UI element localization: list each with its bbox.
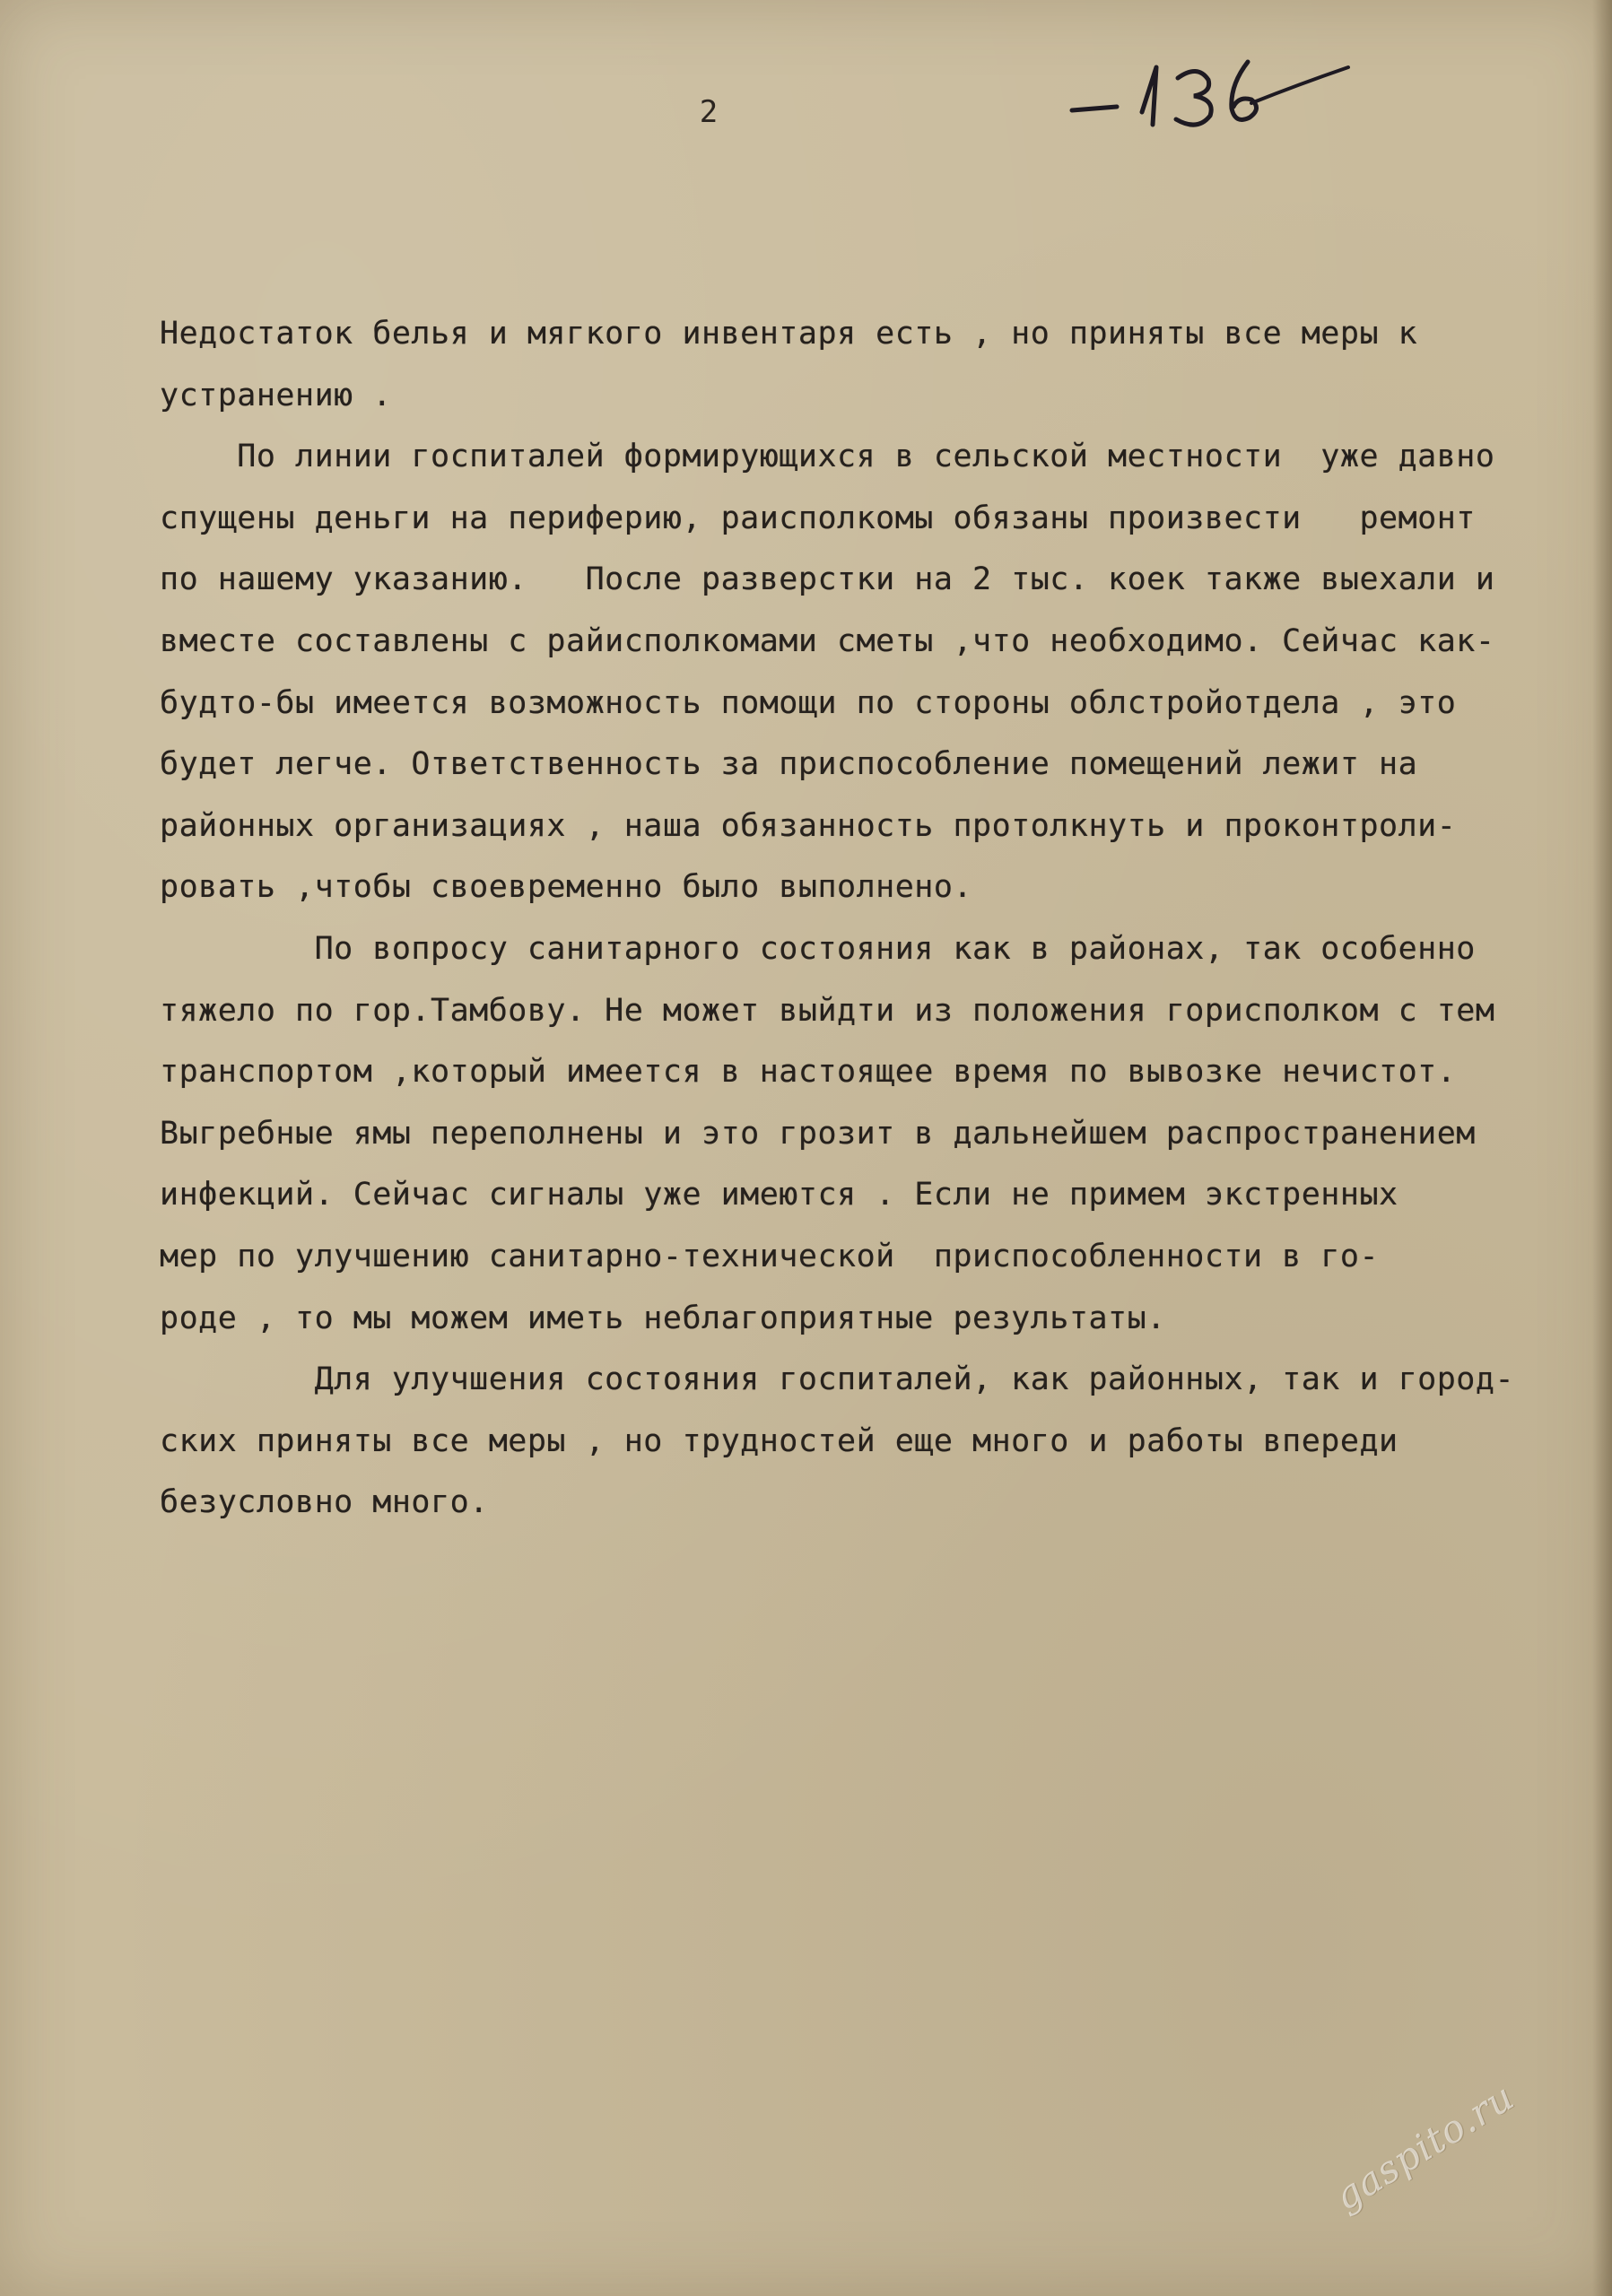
paragraph — [160, 1349, 1577, 1534]
document-body — [160, 303, 1577, 1534]
text-line: По вопросу санитарного состояния как в районах, так особенно — [160, 930, 1476, 967]
handwritten-folio-number — [1063, 49, 1359, 148]
text-line: Недостаток белья и мягкого инвентаря есть , но приняты все меры к — [160, 316, 1418, 352]
text-line: роде , то мы можем иметь неблагоприятные результаты. — [160, 1300, 1166, 1336]
text-line: инфекций. Сейчас сигналы уже имеются . Если не примем экстренных — [160, 1177, 1399, 1213]
text-line: устранению . — [160, 377, 392, 413]
text-line: районных организациях , наша обязанность протолкнуть и проконтроли- — [160, 807, 1457, 844]
paragraph — [160, 918, 1577, 1349]
paragraph — [160, 303, 1577, 426]
text-line: тяжело по гор.Тамбову. Не может выйдти из положения горисполком с тем — [160, 992, 1495, 1029]
paragraph — [160, 426, 1577, 918]
text-line: по нашему указанию. После разверстки на 2 тыс. коек также выехали и — [160, 561, 1495, 598]
text-line: будто-бы имеется возможность помощи по стороны облстройотдела , это — [160, 684, 1457, 721]
text-line: спущены деньги на периферию, раисполкомы обязаны произвести ремонт — [160, 500, 1476, 536]
text-line: Выгребные ямы переполнены и это грозит в дальнейшем распространением — [160, 1115, 1476, 1152]
text-line: По линии госпиталей формирующихся в сельской местности уже давно — [160, 439, 1495, 475]
watermark: gaspito.ru — [1327, 2074, 1522, 2219]
text-line: безусловно много. — [160, 1484, 489, 1521]
page-number: 2 — [699, 94, 719, 130]
paper-edge-shadow — [1592, 0, 1612, 2296]
text-line: транспортом ,который имеется в настоящее время по вывозке нечистот. — [160, 1054, 1457, 1091]
text-line: ровать ,чтобы своевременно было выполнено. — [160, 869, 973, 906]
text-line: Для улучшения состояния госпиталей, как районных, так и город- — [160, 1361, 1515, 1398]
text-line: ских приняты все меры , но трудностей еще много и работы впереди — [160, 1422, 1399, 1459]
text-line: мер по улучшению санитарно-технической приспособленности в го- — [160, 1238, 1380, 1274]
text-line: вместе составлены с райисполкомами сметы ,что необходимо. Сейчас как- — [160, 622, 1495, 659]
text-line: будет легче. Ответственность за приспособление помещений лежит на — [160, 746, 1418, 783]
